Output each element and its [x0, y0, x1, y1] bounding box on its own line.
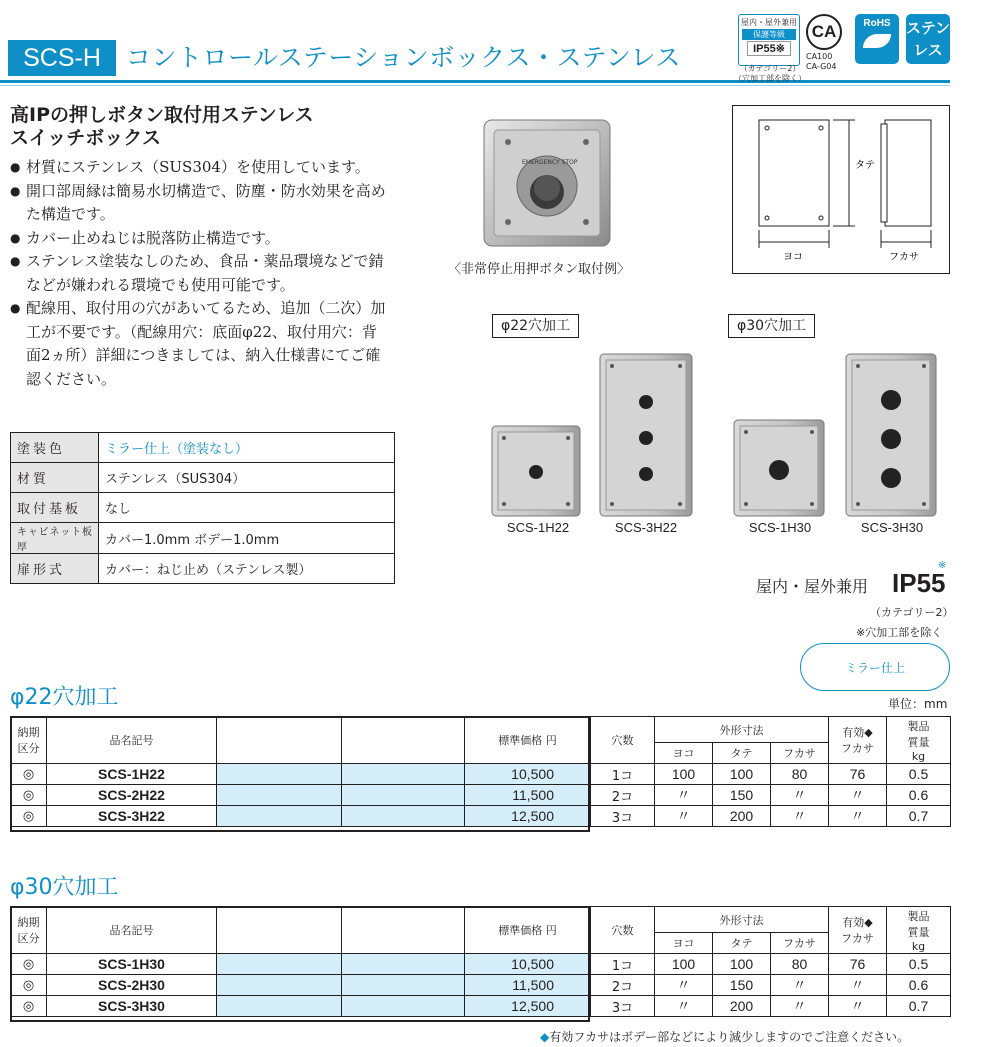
cell-blank	[217, 806, 342, 827]
hdr-blank-2	[342, 907, 465, 954]
box-scs-1h22	[492, 426, 580, 516]
ip-badge-sub1: （カテゴリー2）	[739, 64, 801, 73]
hdr-eff-2: フカサ	[841, 932, 874, 945]
caption-scs-1h22: SCS-1H22	[506, 520, 570, 535]
footnote-text: 有効フカサはボデー部などにより減少しますのでご注意ください。	[549, 1030, 910, 1044]
dimension-drawing	[732, 105, 950, 274]
cell-code: SCS-1H30	[47, 954, 217, 975]
hdr-weight	[887, 907, 951, 954]
hdr-code: 品名記号	[47, 717, 217, 764]
hdr-fukasa: フカサ	[771, 933, 829, 954]
cell-blank	[342, 764, 465, 785]
ip-rating-badge	[738, 14, 800, 66]
cell-yoko: 〃	[655, 996, 713, 1017]
cell-eff: 76	[829, 954, 887, 975]
cell-code: SCS-2H22	[47, 785, 217, 806]
leaf-icon	[863, 34, 891, 48]
cell-mark: ◎	[11, 975, 47, 996]
hdr-dims: 外形寸法	[655, 717, 829, 743]
spec-key: 取付基板	[11, 493, 99, 523]
cell-fukasa: 〃	[771, 785, 829, 806]
cell-fukasa: 80	[771, 764, 829, 785]
dimension-diagram	[733, 106, 949, 273]
lead-line2: スイッチボックス	[10, 127, 162, 149]
cell-price: 11,500	[465, 975, 591, 996]
cell-yoko: 100	[655, 954, 713, 975]
cell-code: SCS-1H22	[47, 764, 217, 785]
hdr-eff-2: フカサ	[841, 742, 874, 755]
cell-code: SCS-3H30	[47, 996, 217, 1017]
hdr-tate: タテ	[713, 933, 771, 954]
hdr-eff	[829, 717, 887, 764]
ca-mark-icon: CA	[806, 14, 842, 50]
ip-badge-line2: 保護等級	[742, 29, 796, 40]
cell-price: 12,500	[465, 806, 591, 827]
cell-kg: 0.6	[887, 785, 951, 806]
cell-blank	[217, 785, 342, 806]
ca-mark-note	[806, 52, 836, 72]
cell-kg: 0.7	[887, 806, 951, 827]
cell-holes: 3コ	[591, 996, 655, 1017]
cell-mark: ◎	[11, 996, 47, 1017]
product-photos	[488, 350, 958, 520]
cell-code: SCS-3H22	[47, 806, 217, 827]
label-phi22: φ22穴加工	[492, 314, 579, 338]
cell-blank	[342, 975, 465, 996]
spec-key: 塗装色	[11, 433, 99, 463]
label-phi30: φ30穴加工	[728, 314, 815, 338]
hdr-blank-2	[342, 717, 465, 764]
table-row	[11, 764, 951, 785]
unit-label: 単位：mm	[888, 697, 948, 711]
price-table-30	[10, 906, 951, 1017]
hdr-holes: 穴数	[591, 717, 655, 764]
hdr-w-1: 製品	[907, 909, 930, 923]
cell-eff: 〃	[829, 785, 887, 806]
cell-yoko: 〃	[655, 975, 713, 996]
cell-blank	[217, 996, 342, 1017]
spec-value: ステンレス（SUS304）	[99, 463, 395, 493]
cell-blank	[217, 975, 342, 996]
cell-blank	[217, 954, 342, 975]
footnote	[540, 1028, 909, 1045]
ip-badge-line1: 屋内・屋外兼用	[741, 18, 797, 27]
cell-holes: 1コ	[591, 764, 655, 785]
caption-scs-3h22: SCS-3H22	[614, 520, 678, 535]
hdr-eff	[829, 907, 887, 954]
price-table-22	[10, 716, 951, 827]
emergency-box-photo	[478, 112, 618, 252]
cell-mark: ◎	[11, 806, 47, 827]
hdr-eff-1: 有効◆	[842, 916, 873, 929]
spec-value: カバー：ねじ止め（ステンレス製）	[99, 554, 395, 584]
dim-tate: タテ	[855, 160, 875, 171]
table-row	[11, 996, 951, 1017]
cell-mark: ◎	[11, 764, 47, 785]
cell-tate: 100	[713, 764, 771, 785]
rohs-badge	[855, 14, 899, 64]
ip-badge-line3: IP55※	[747, 41, 791, 56]
cell-yoko: 100	[655, 764, 713, 785]
hdr-w-2: 質量	[907, 925, 930, 939]
hdr-price: 標準価格 円	[465, 907, 591, 954]
cell-blank	[342, 996, 465, 1017]
cell-eff: 76	[829, 764, 887, 785]
hdr-nouki-1: 納期	[17, 726, 40, 739]
diamond-icon: ◆	[540, 1030, 550, 1044]
cell-code: SCS-2H30	[47, 975, 217, 996]
lead-line1: 高IPの押しボタン取付用ステンレス	[10, 104, 314, 126]
photo-caption: 〈非常停止用押ボタン取付例〉	[448, 262, 631, 277]
series-tag: SCS-H	[8, 40, 116, 76]
cell-price: 10,500	[465, 954, 591, 975]
ip-rating: IP55	[892, 568, 946, 598]
feature-item: ● 材質にステンレス（SUS304）を使用しています。	[10, 156, 390, 180]
section-title-30: φ30穴加工	[10, 875, 119, 900]
cell-fukasa: 〃	[771, 975, 829, 996]
spec-key: キャビネット板厚	[11, 523, 99, 554]
hdr-w-2: 質量	[907, 735, 930, 749]
hdr-nouki-2: 区分	[17, 932, 40, 945]
box-scs-3h22	[600, 354, 692, 516]
spec-key: 扉形式	[11, 554, 99, 584]
cell-fukasa: 80	[771, 954, 829, 975]
cell-mark: ◎	[11, 785, 47, 806]
table-row	[11, 806, 951, 827]
cell-tate: 150	[713, 785, 771, 806]
cell-fukasa: 〃	[771, 996, 829, 1017]
header-rule-thin	[0, 85, 950, 86]
cell-blank	[217, 764, 342, 785]
cell-fukasa: 〃	[771, 806, 829, 827]
ca-sub2: CA-G04	[806, 62, 837, 71]
ip-category: （カテゴリー2）	[870, 606, 954, 619]
hdr-w-3: kg	[911, 939, 926, 953]
cell-holes: 1コ	[591, 954, 655, 975]
cell-blank	[342, 806, 465, 827]
cell-price: 11,500	[465, 785, 591, 806]
table-row	[11, 975, 951, 996]
ip-usage-text: 屋内・屋外兼用	[756, 577, 869, 596]
cell-holes: 2コ	[591, 785, 655, 806]
feature-item: ● 配線用、取付用の穴があいてるため、追加（二次）加工が不要です。（配線用穴：底面φ22、取付用穴：背面2ヵ所）詳細につきましては、納入仕様書にてご確認ください。	[10, 297, 390, 391]
cell-eff: 〃	[829, 996, 887, 1017]
spec-row	[11, 554, 395, 584]
cell-yoko: 〃	[655, 785, 713, 806]
spec-value: なし	[99, 493, 395, 523]
hdr-dims: 外形寸法	[655, 907, 829, 933]
cell-eff: 〃	[829, 806, 887, 827]
cell-price: 10,500	[465, 764, 591, 785]
caption-scs-1h30: SCS-1H30	[748, 520, 812, 535]
spec-row	[11, 433, 395, 463]
cell-yoko: 〃	[655, 806, 713, 827]
cell-kg: 0.5	[887, 764, 951, 785]
cell-blank	[342, 785, 465, 806]
box-scs-1h30	[734, 420, 824, 516]
hdr-blank-1	[217, 907, 342, 954]
lead-heading	[10, 104, 314, 150]
hdr-w-1: 製品	[907, 719, 930, 733]
cell-tate: 100	[713, 954, 771, 975]
cell-tate: 200	[713, 806, 771, 827]
box-scs-3h30	[846, 354, 936, 516]
spec-row	[11, 493, 395, 523]
cell-kg: 0.6	[887, 975, 951, 996]
ip-star: ※	[938, 560, 947, 571]
hdr-fukasa: フカサ	[771, 743, 829, 764]
hdr-nouki-1: 納期	[17, 916, 40, 929]
cell-kg: 0.5	[887, 954, 951, 975]
cell-eff: 〃	[829, 975, 887, 996]
cell-mark: ◎	[11, 954, 47, 975]
table-row	[11, 954, 951, 975]
spec-key: 材質	[11, 463, 99, 493]
ip-note: ※穴加工部を除く	[856, 626, 943, 639]
page-title: コントロールステーションボックス・ステンレス	[126, 43, 681, 72]
dim-yoko: ヨコ	[783, 252, 803, 263]
ip-badge-note	[732, 64, 808, 84]
dim-fukasa: フカサ	[889, 252, 919, 263]
cell-holes: 3コ	[591, 806, 655, 827]
stainless-line1: ステン	[906, 19, 950, 37]
hdr-tate: タテ	[713, 743, 771, 764]
cell-price: 12,500	[465, 996, 591, 1017]
hdr-yoko: ヨコ	[655, 933, 713, 954]
spec-value: カバー1.0mm ボデー1.0mm	[99, 523, 395, 554]
cell-tate: 200	[713, 996, 771, 1017]
caption-scs-3h30: SCS-3H30	[860, 520, 924, 535]
hdr-nouki-2: 区分	[17, 742, 40, 755]
emergency-label: EMERGENCY STOP	[522, 159, 578, 166]
rohs-label: RoHS	[863, 18, 891, 29]
feature-item: ● 開口部周縁は簡易水切構造で、防塵・防水効果を高めた構造です。	[10, 180, 390, 227]
hdr-holes: 穴数	[591, 907, 655, 954]
hdr-eff-1: 有効◆	[842, 726, 873, 739]
spec-row	[11, 463, 395, 493]
cell-holes: 2コ	[591, 975, 655, 996]
hdr-nouki	[11, 907, 47, 954]
ca-sub1: CA100	[806, 52, 833, 61]
spec-table	[10, 432, 395, 584]
hdr-w-3: kg	[911, 749, 926, 763]
hdr-nouki	[11, 717, 47, 764]
cell-kg: 0.7	[887, 996, 951, 1017]
stainless-line2: レス製	[913, 41, 943, 81]
hdr-price: 標準価格 円	[465, 717, 591, 764]
feature-list	[10, 156, 390, 391]
ip-badge-sub2: （穴加工部を除く）	[734, 74, 806, 83]
spec-row	[11, 523, 395, 554]
feature-item: ● ステンレス塗装なしのため、食品・薬品環境などで錆などが嫌われる環境でも使用可能です。	[10, 250, 390, 297]
finish-badge: ミラー仕上	[800, 643, 950, 691]
feature-item: ● カバー止めねじは脱落防止構造です。	[10, 227, 390, 251]
hdr-yoko: ヨコ	[655, 743, 713, 764]
cell-blank	[342, 954, 465, 975]
stainless-badge	[906, 14, 950, 81]
table-row	[11, 785, 951, 806]
spec-value: ミラー仕上（塗装なし）	[99, 433, 395, 463]
section-title-22: φ22穴加工	[10, 685, 119, 710]
cell-tate: 150	[713, 975, 771, 996]
hdr-code: 品名記号	[47, 907, 217, 954]
hdr-weight	[887, 717, 951, 764]
hdr-blank-1	[217, 717, 342, 764]
